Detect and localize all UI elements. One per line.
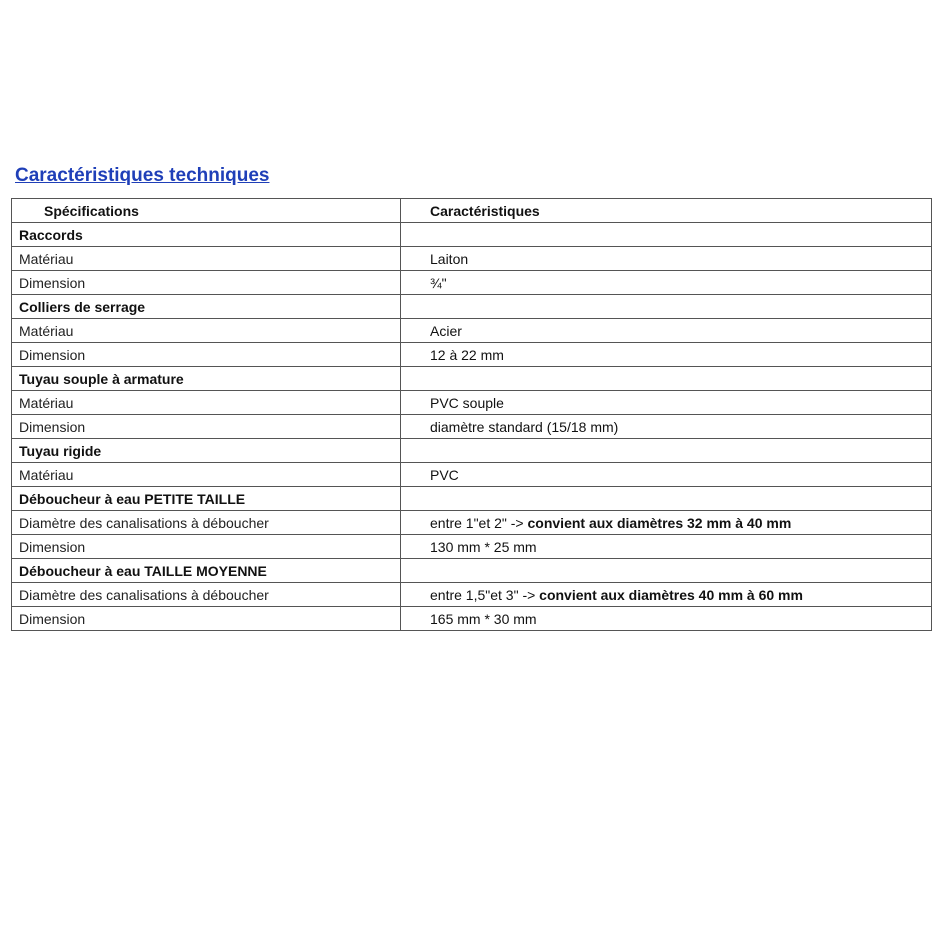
section-row [12,367,932,391]
table-row [12,583,932,607]
spec-name: Diamètre des canalisations à déboucher [12,583,401,607]
spec-value-text: 130 mm * 25 mm [430,538,537,555]
spec-value [401,319,932,343]
table-row [12,271,932,295]
section-title: Raccords [12,223,401,247]
spec-name: Matériau [12,247,401,271]
column-header-characteristics: Caractéristiques [401,199,932,223]
spec-value-text: 12 à 22 mm [430,346,504,363]
column-header-specifications: Spécifications [12,199,401,223]
section-row [12,439,932,463]
section-title: Déboucheur à eau PETITE TAILLE [12,487,401,511]
spec-value [401,415,932,439]
spec-value-text: 165 mm * 30 mm [430,610,537,627]
table-row [12,343,932,367]
spec-name: Dimension [12,415,401,439]
spec-value-text: Acier [430,322,462,339]
spec-value-emphasis: convient aux diamètres 32 mm à 40 mm [527,514,792,531]
spec-value-emphasis: convient aux diamètres 40 mm à 60 mm [539,586,803,603]
table-row [12,391,932,415]
spec-name: Dimension [12,607,401,631]
section-title: Tuyau souple à armature [12,367,401,391]
spec-value [401,343,932,367]
section-row [12,223,932,247]
section-row [12,487,932,511]
spec-name: Diamètre des canalisations à déboucher [12,511,401,535]
spec-value [401,295,932,319]
section-title: Déboucheur à eau TAILLE MOYENNE [12,559,401,583]
page-title[interactable]: Caractéristiques techniques [15,165,270,186]
spec-value [401,535,932,559]
section-title: Tuyau rigide [12,439,401,463]
spec-value [401,559,932,583]
spec-value-text: Laiton [430,250,469,267]
section-title: Colliers de serrage [12,295,401,319]
spec-value [401,247,932,271]
spec-value [401,223,932,247]
table-body [12,223,932,631]
spec-name: Dimension [12,271,401,295]
spec-name: Matériau [12,463,401,487]
table-row [12,535,932,559]
spec-value-text: PVC souple [430,394,504,411]
table-row [12,415,932,439]
spec-value [401,583,932,607]
table-row [12,319,932,343]
table-row [12,247,932,271]
spec-value [401,367,932,391]
table-header-row [12,199,932,223]
spec-name: Matériau [12,391,401,415]
spec-table [11,198,932,631]
table-row [12,463,932,487]
spec-value [401,391,932,415]
table-row [12,511,932,535]
table-row [12,607,932,631]
spec-value [401,463,932,487]
spec-value [401,511,932,535]
spec-value-text: entre 1"et 2" -> [430,514,524,531]
spec-name: Matériau [12,319,401,343]
spec-value [401,271,932,295]
spec-value-text: diamètre standard (15/18 mm) [430,418,619,435]
section-row [12,295,932,319]
spec-value [401,439,932,463]
section-row [12,559,932,583]
spec-name: Dimension [12,535,401,559]
spec-value-text: entre 1,5"et 3" -> [430,586,536,603]
spec-value [401,607,932,631]
spec-value [401,487,932,511]
spec-value-text: ¾" [430,274,447,291]
spec-value-text: PVC [430,466,459,483]
spec-name: Dimension [12,343,401,367]
